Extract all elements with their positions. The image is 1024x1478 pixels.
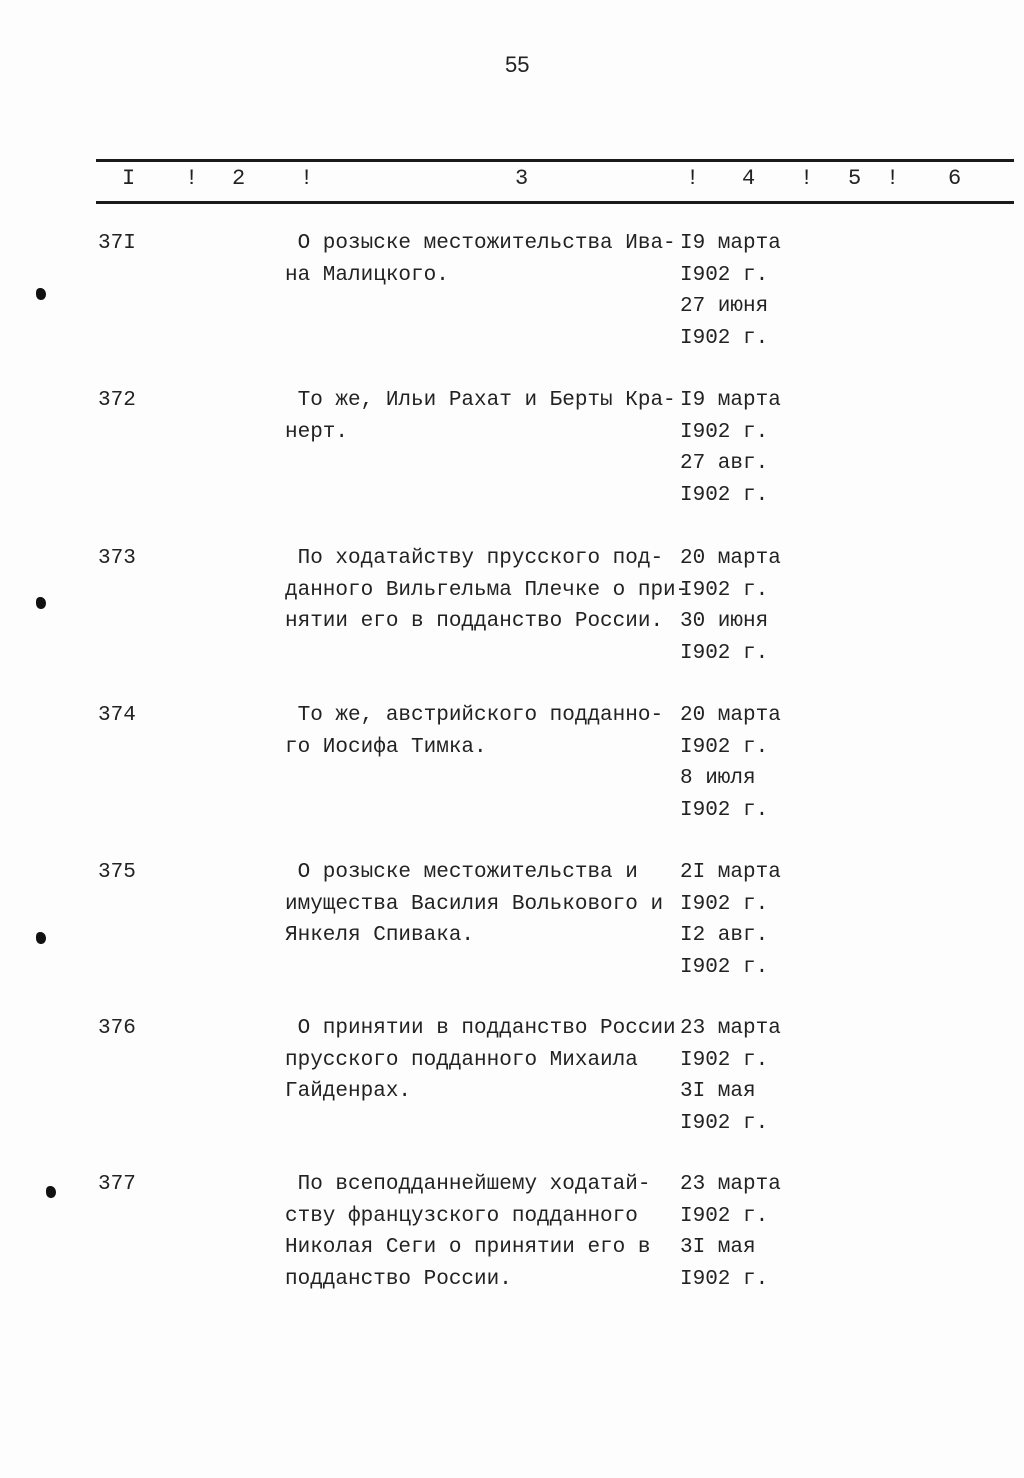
date-line: 30 июня bbox=[680, 610, 769, 633]
description-line: То же, австрийского подданно- bbox=[285, 704, 664, 727]
case-description bbox=[285, 385, 676, 448]
column-separator: ! bbox=[886, 166, 900, 191]
column-header: 5 bbox=[848, 166, 862, 191]
date-line: I902 г. bbox=[680, 263, 769, 287]
date-line: I902 г. bbox=[680, 420, 769, 444]
table-header-rule bbox=[96, 201, 1014, 204]
table-row bbox=[0, 1169, 1024, 1309]
description-line: го Иосифа Тимка. bbox=[285, 735, 487, 759]
date-line: 27 июня bbox=[680, 295, 769, 318]
date-line: I902 г. bbox=[680, 1048, 769, 1072]
column-header: I bbox=[122, 166, 136, 191]
date-line: I902 г. bbox=[680, 1111, 769, 1135]
case-number: 37I bbox=[98, 232, 136, 255]
date-line: I902 г. bbox=[680, 955, 769, 979]
scan-mark bbox=[46, 1186, 56, 1198]
case-description bbox=[285, 1013, 676, 1108]
scan-mark bbox=[36, 597, 46, 609]
page-number: 55 bbox=[505, 52, 530, 77]
column-separator: ! bbox=[686, 166, 700, 191]
case-dates bbox=[680, 385, 781, 511]
case-dates bbox=[680, 700, 781, 826]
case-dates bbox=[680, 228, 781, 354]
table-row bbox=[0, 385, 1024, 525]
date-line: I902 г. bbox=[680, 892, 769, 916]
case-description bbox=[285, 700, 663, 763]
case-dates bbox=[680, 857, 781, 983]
description-line: на Малицкого. bbox=[285, 263, 449, 287]
column-header: 6 bbox=[948, 166, 962, 191]
description-line: данного Вильгельма Плечке о при- bbox=[285, 578, 689, 602]
date-line: I902 г. bbox=[680, 1267, 769, 1291]
table-top-rule bbox=[96, 159, 1014, 162]
column-separator: ! bbox=[800, 166, 814, 191]
table-row bbox=[0, 543, 1024, 683]
description-line: Гайденрах. bbox=[285, 1080, 412, 1103]
date-line: 27 авг. bbox=[680, 452, 769, 475]
case-dates bbox=[680, 543, 781, 669]
case-number: 377 bbox=[98, 1173, 136, 1196]
date-line: I902 г. bbox=[680, 483, 769, 507]
table-row bbox=[0, 700, 1024, 840]
table-row bbox=[0, 228, 1024, 368]
date-line: 20 марта bbox=[680, 547, 781, 570]
date-line: I902 г. bbox=[680, 735, 769, 759]
date-line: 2I марта bbox=[680, 861, 781, 884]
date-line: I9 марта bbox=[680, 389, 781, 412]
date-line: I902 г. bbox=[680, 326, 769, 350]
table-row bbox=[0, 857, 1024, 997]
column-header: 2 bbox=[232, 166, 246, 191]
case-description bbox=[285, 228, 676, 291]
description-line: О принятии в подданство России bbox=[285, 1017, 676, 1040]
case-number: 375 bbox=[98, 861, 136, 884]
date-line: 23 марта bbox=[680, 1173, 781, 1196]
case-dates bbox=[680, 1013, 781, 1139]
date-line: I902 г. bbox=[680, 641, 769, 665]
description-line: О розыске местожительства Ива- bbox=[285, 232, 676, 255]
column-header: 3 bbox=[515, 166, 529, 191]
table-row bbox=[0, 1013, 1024, 1153]
date-line: 3I мая bbox=[680, 1236, 756, 1259]
case-number: 374 bbox=[98, 704, 136, 727]
description-line: ству французского подданного bbox=[285, 1204, 638, 1228]
case-dates bbox=[680, 1169, 781, 1295]
case-number: 372 bbox=[98, 389, 136, 412]
date-line: I902 г. bbox=[680, 578, 769, 602]
date-line: 20 марта bbox=[680, 704, 781, 727]
case-number: 376 bbox=[98, 1017, 136, 1040]
case-number: 373 bbox=[98, 547, 136, 570]
date-line: I902 г. bbox=[680, 1204, 769, 1228]
description-line: По всеподданнейшему ходатай- bbox=[285, 1173, 651, 1196]
description-line: По ходатайству прусского под- bbox=[285, 547, 664, 570]
description-line: прусского подданного Михаила bbox=[285, 1048, 638, 1072]
scan-mark bbox=[36, 932, 46, 944]
case-description bbox=[285, 1169, 650, 1295]
date-line: 3I мая bbox=[680, 1080, 756, 1103]
date-line: I9 марта bbox=[680, 232, 781, 255]
case-description bbox=[285, 543, 688, 638]
description-line: То же, Ильи Рахат и Берты Кра- bbox=[285, 389, 676, 412]
case-description bbox=[285, 857, 663, 952]
description-line: нятии его в подданство России. bbox=[285, 610, 664, 633]
description-line: имущества Василия Волькового и bbox=[285, 892, 664, 916]
column-header: 4 bbox=[742, 166, 756, 191]
date-line: I902 г. bbox=[680, 798, 769, 822]
column-separator: ! bbox=[300, 166, 314, 191]
description-line: подданство России. bbox=[285, 1267, 512, 1291]
date-line: 23 марта bbox=[680, 1017, 781, 1040]
description-line: нерт. bbox=[285, 420, 349, 444]
scan-mark bbox=[36, 288, 46, 300]
description-line: О розыске местожительства и bbox=[285, 861, 638, 884]
date-line: 8 июля bbox=[680, 767, 756, 790]
date-line: I2 авг. bbox=[680, 924, 769, 947]
description-line: Янкеля Спивака. bbox=[285, 924, 475, 947]
column-separator: ! bbox=[185, 166, 199, 191]
description-line: Николая Сеги о принятии его в bbox=[285, 1236, 651, 1259]
